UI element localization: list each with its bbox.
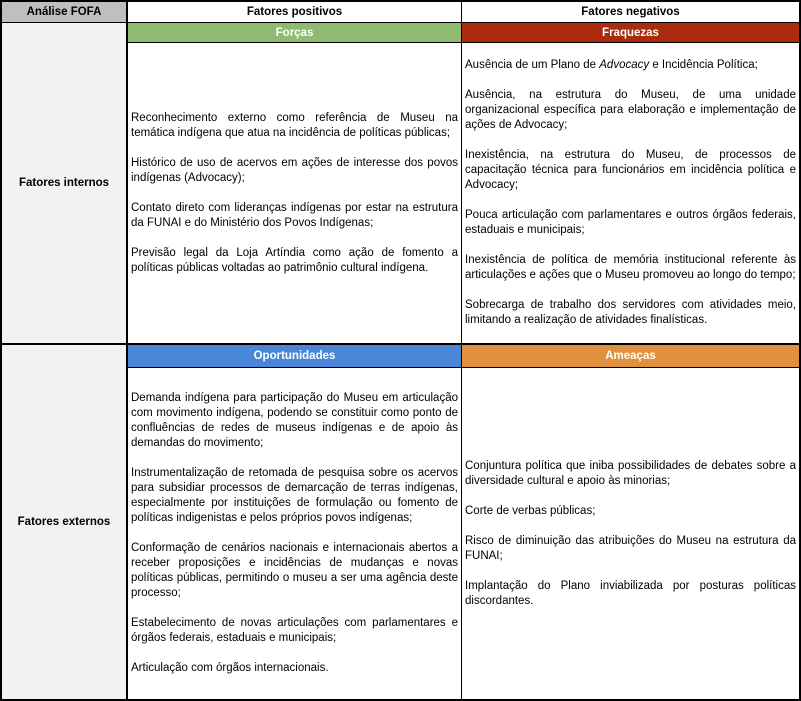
threats-item: Risco de diminuição das atribuições do Museu na estrutura da FUNAI;	[465, 534, 796, 562]
column-header-positive-factors	[128, 2, 462, 23]
opportunities-title-bar	[128, 345, 462, 368]
strengths-title-label: Forças	[275, 26, 314, 39]
threats-item: Conjuntura política que iniba possibilidades de debates sobre a diversidade cultural e apoio às minorias;	[465, 459, 796, 487]
strengths-item: Reconhecimento externo como referência de Museu na temática indígena que atua na incidência de políticas públicas;	[131, 111, 458, 139]
row-header-external-label: Fatores externos	[17, 516, 111, 528]
weaknesses-content-cell	[462, 43, 799, 345]
row-header-internal-factors	[2, 23, 128, 345]
weaknesses-item	[465, 58, 796, 73]
threats-title-label: Ameaças	[605, 350, 656, 362]
opportunities-item: Demanda indígena para participação do Museu em articulação com movimento indígena, podendo se constituir como ponto de confluências de redes de museus indígenas e de apoio às demandas do movimento;	[131, 392, 458, 449]
weaknesses-item: Inexistência, na estrutura do Museu, de processos de capacitação técnica para funcionários em incidência política e Advocacy;	[465, 149, 796, 191]
opportunities-item: Instrumentalização de retomada de pesquisa sobre os acervos para subsidiar processos de demarcação de terras indígenas, especialmente por instituições de formulação ou fomento de políticas indigenistas e pelos próprios povos indígenas;	[131, 467, 458, 524]
threats-item: Corte de verbas públicas;	[465, 504, 596, 517]
column-header-positive-label: Fatores positivos	[246, 6, 343, 18]
opportunities-item: Estabelecimento de novas articulações com parlamentares e órgãos federais, estaduais e municipais;	[131, 617, 458, 644]
row-header-external-factors	[2, 345, 128, 699]
weaknesses-item-italic-term: Advocacy	[599, 59, 650, 71]
opportunities-item: Conformação de cenários nacionais e internacionais abertos a receber proposições e incidências de mudanças e novas políticas públicas, permitindo o museu a ser uma agência deste processo;	[131, 542, 458, 599]
threats-title-bar	[462, 345, 799, 368]
strengths-item: Previsão legal da Loja Artíndia como ação de fomento a políticas públicas voltadas ao patrimônio cultural indígena.	[131, 246, 458, 274]
row-header-internal-label: Fatores internos	[18, 177, 110, 189]
opportunities-title-label: Oportunidades	[253, 350, 336, 362]
weaknesses-item-text: e Incidência Política;	[649, 59, 758, 71]
weaknesses-title-label: Fraquezas	[602, 26, 659, 39]
strengths-content-cell	[128, 43, 462, 345]
column-header-negative-label: Fatores negativos	[581, 6, 680, 18]
threats-content-cell	[462, 368, 799, 699]
strengths-item: Histórico de uso de acervos em ações de interesse dos povos indígenas (Advocacy);	[131, 156, 458, 184]
weaknesses-item: Ausência, na estrutura do Museu, de uma unidade organizacional específica para elaboração e implementação de ações de Advocacy;	[465, 89, 796, 131]
opportunities-content-cell	[128, 368, 462, 699]
corner-header-label: Análise FOFA	[26, 6, 102, 18]
threats-item: Implantação do Plano inviabilizada por posturas políticas discordantes.	[465, 579, 796, 607]
weaknesses-item: Inexistência de política de memória institucional referente às articulações e ações que o Museu promoveu ao longo do tempo;	[465, 254, 796, 281]
weaknesses-item-text: Ausência de um Plano de	[465, 59, 600, 71]
strengths-title-bar	[128, 23, 462, 43]
opportunities-item: Articulação com órgãos internacionais.	[131, 662, 329, 674]
weaknesses-title-bar	[462, 23, 799, 43]
column-header-negative-factors	[462, 2, 799, 23]
strengths-item: Contato direto com lideranças indígenas por estar na estrutura da FUNAI e do Ministério dos Povos Indígenas;	[131, 201, 458, 229]
weaknesses-item: Pouca articulação com parlamentares e outros órgãos federais, estaduais e municipais;	[465, 209, 796, 236]
weaknesses-item: Sobrecarga de trabalho dos servidores com atividades meio, limitando a realização de atividades finalísticas.	[465, 299, 796, 326]
corner-header-analise-fofa	[2, 2, 128, 23]
